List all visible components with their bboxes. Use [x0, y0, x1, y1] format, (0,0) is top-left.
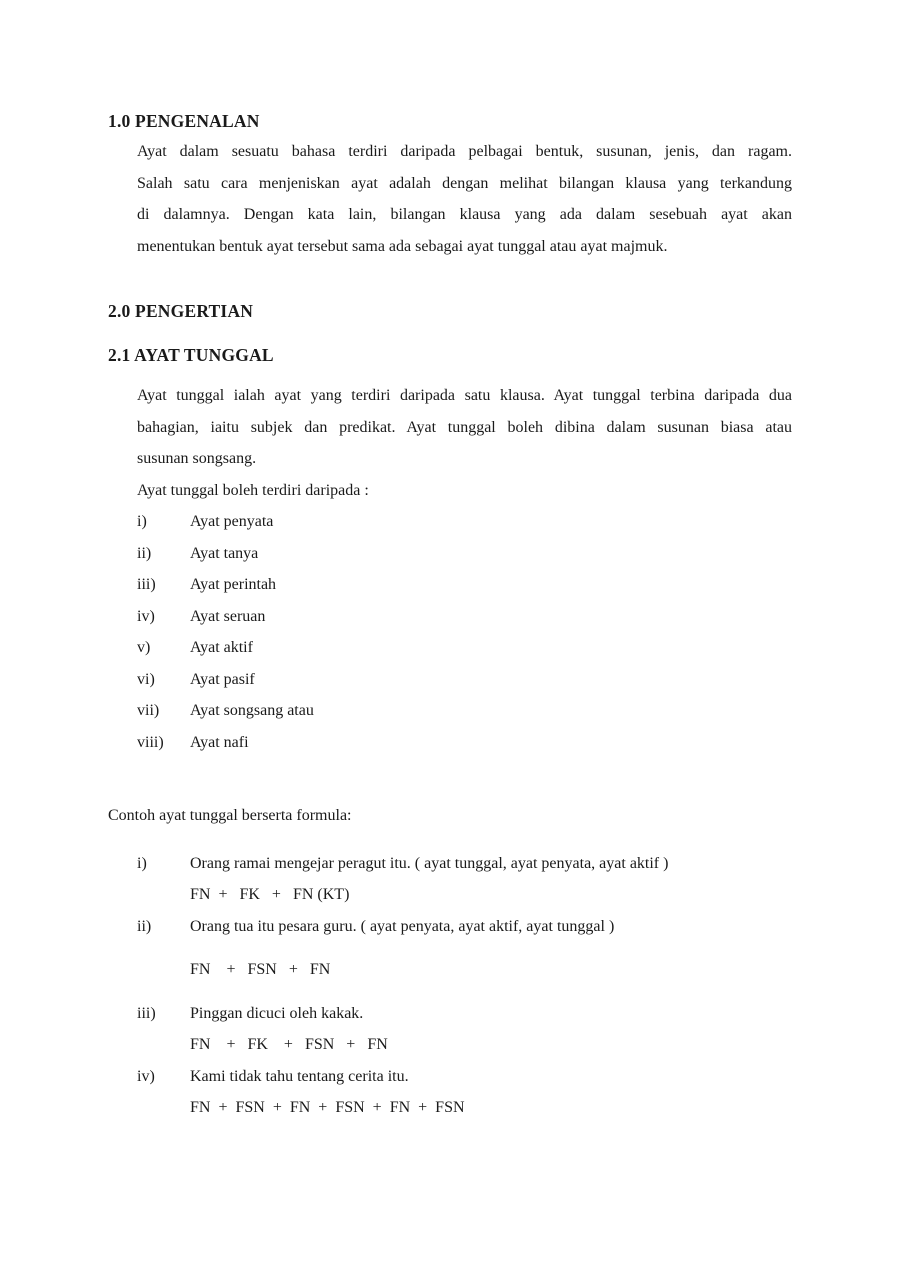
example-numeral: i) — [137, 854, 147, 872]
list-item-label: Ayat seruan — [190, 607, 266, 625]
example-sentence: Kami tidak tahu tentang cerita itu. — [190, 1067, 409, 1085]
list-item — [137, 695, 792, 727]
list-item — [137, 506, 792, 538]
list-item-label: Ayat songsang atau — [190, 702, 314, 719]
list-item-label: Ayat nafi — [190, 733, 249, 751]
list-item-numeral: iv) — [137, 607, 155, 625]
paragraph-line: Ayat tunggal ialah ayat yang terdiri daripada satu klausa. Ayat tunggal terbina daripada dua — [137, 387, 792, 404]
example-sentence-row — [137, 911, 792, 943]
example-sentence: Orang ramai mengejar peragut itu. ( ayat tunggal, ayat penyata, ayat aktif ) — [190, 854, 669, 872]
list-item — [137, 727, 792, 759]
sentence-type-list — [108, 506, 792, 758]
example-numeral: iii) — [137, 1004, 156, 1022]
examples-intro: Contoh ayat tunggal berserta formula: — [108, 807, 352, 824]
list-item — [137, 664, 792, 696]
section-1-heading: 1.0 PENGENALAN — [108, 111, 260, 131]
section-2-1-paragraph — [137, 380, 792, 475]
example-formula: FN + FK + FSN + FN — [190, 1036, 388, 1053]
paragraph-line: menentukan bentuk ayat tersebut sama ada sebagai ayat tunggal atau ayat majmuk. — [137, 237, 668, 255]
list-item-label: Ayat penyata — [190, 513, 274, 530]
list-item-numeral: vii) — [137, 702, 160, 719]
section-1-paragraph — [137, 136, 792, 262]
example-numeral: iv) — [137, 1067, 155, 1085]
paragraph-line: Salah satu cara menjeniskan ayat adalah dengan melihat bilangan klausa yang terkandung — [137, 174, 792, 192]
list-item-label: Ayat perintah — [190, 576, 277, 593]
list-item-numeral: iii) — [137, 576, 156, 593]
list-item-numeral: vi) — [137, 670, 155, 688]
list-item-label: Ayat aktif — [190, 639, 253, 656]
list-item-numeral: viii) — [137, 733, 164, 751]
section-2-heading: 2.0 PENGERTIAN — [108, 301, 254, 321]
example-sentence: Orang tua itu pesara guru. ( ayat penyata, ayat aktif, ayat tunggal ) — [190, 917, 615, 935]
list-item — [137, 538, 792, 570]
example-formula: FN + FK + FN (KT) — [190, 886, 350, 903]
example-numeral: ii) — [137, 917, 152, 935]
list-item-numeral: ii) — [137, 544, 152, 562]
example-formula: FN + FSN + FN — [190, 961, 331, 978]
list-item-numeral: i) — [137, 513, 147, 530]
paragraph-line: Ayat dalam sesuatu bahasa terdiri daripada pelbagai bentuk, susunan, jenis, dan ragam. — [137, 143, 792, 160]
paragraph-line: susunan songsang. — [137, 450, 257, 467]
list-item-label: Ayat pasif — [190, 670, 255, 688]
example-sentence-row — [137, 1061, 792, 1093]
example-formula: FN + FSN + FN + FSN + FN + FSN — [190, 1099, 465, 1116]
list-item — [137, 569, 792, 601]
paragraph-line: di dalamnya. Dengan kata lain, bilangan klausa yang ada dalam sesebuah ayat akan — [137, 206, 792, 223]
example-sentence-row — [137, 848, 792, 880]
example-sentence-row — [137, 998, 792, 1030]
examples-list — [108, 848, 792, 1124]
list-item — [137, 632, 792, 664]
list-intro: Ayat tunggal boleh terdiri daripada : — [137, 481, 369, 499]
paragraph-line: bahagian, iaitu subjek dan predikat. Ayat tunggal boleh dibina dalam susunan biasa atau — [137, 418, 792, 436]
section-2-1-heading: 2.1 AYAT TUNGGAL — [108, 345, 274, 365]
list-item-label: Ayat tanya — [190, 544, 259, 562]
example-sentence: Pinggan dicuci oleh kakak. — [190, 1004, 364, 1022]
list-item — [137, 601, 792, 633]
list-item-numeral: v) — [137, 639, 151, 656]
